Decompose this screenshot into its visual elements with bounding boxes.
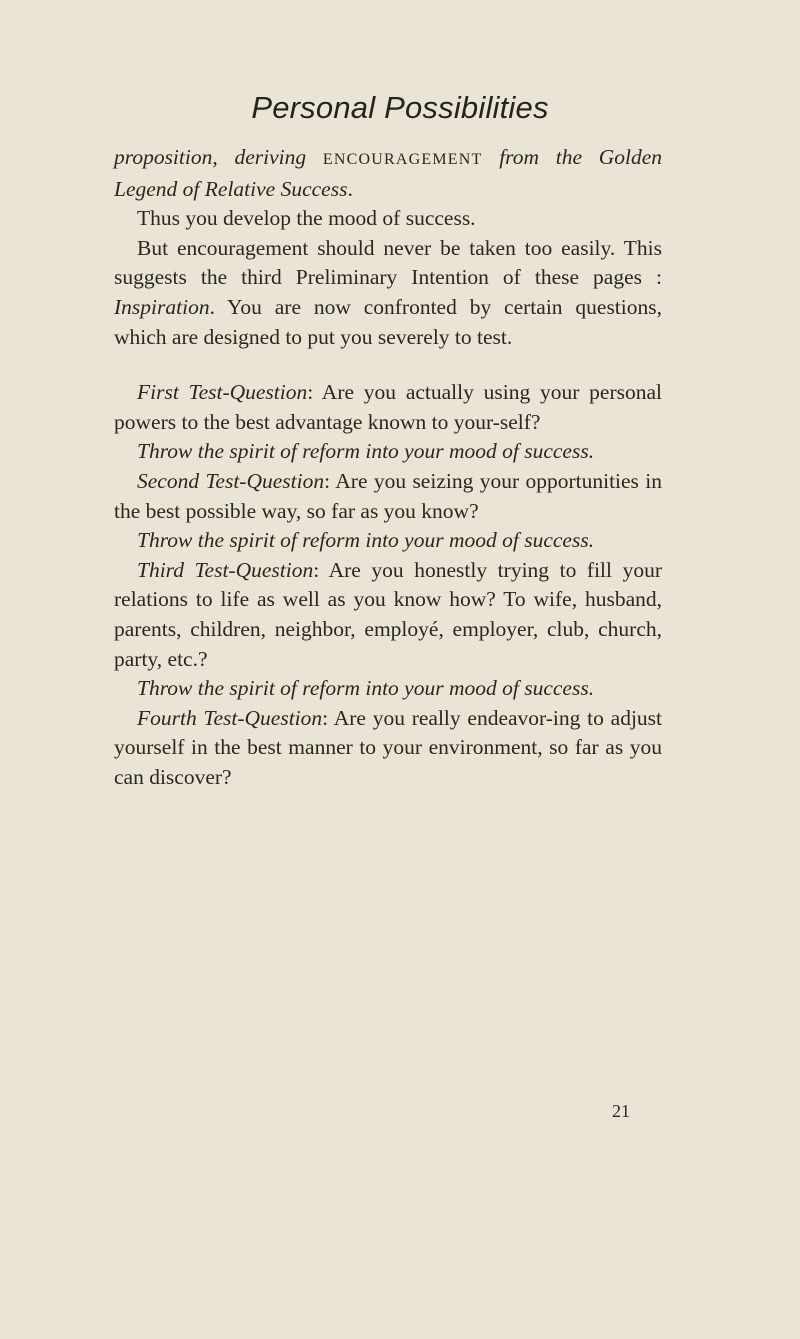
question-text: : Are you actually using your personal powers to the best advantage known to your-self?	[114, 380, 662, 434]
page-number: 21	[612, 1101, 630, 1121]
running-title: Personal Possibilities	[251, 90, 549, 125]
test-question-3	[114, 556, 662, 674]
italic-term: Inspiration	[114, 294, 210, 319]
reform-instruction-1: Throw the spirit of reform into your mood of success.	[137, 439, 595, 464]
question-label: Fourth Test-Question	[137, 705, 323, 730]
reform-instruction-3: Throw the spirit of reform into your mood of success.	[137, 676, 595, 701]
italic-term: proposition	[114, 145, 213, 169]
italic-term: deriving	[234, 145, 307, 169]
test-question-1	[114, 378, 662, 437]
test-question-4	[114, 704, 662, 793]
question-text: : Are you really endeavor-ing to adjust yourself in the best manner to your environment, so far as you can discover?	[114, 705, 663, 789]
question-label: Third Test-Question	[137, 557, 314, 582]
reform-instruction-2: Throw the spirit of reform into your mood of success.	[137, 528, 595, 553]
small-caps-term: ENCOURAGEMENT	[322, 151, 483, 168]
body-text	[114, 143, 662, 792]
paragraph-mood: Thus you develop the mood of success.	[137, 206, 476, 231]
section-gap	[114, 352, 662, 378]
test-question-2	[114, 467, 662, 526]
question-label: Second Test-Question	[137, 468, 325, 493]
question-label: First Test-Question	[137, 380, 308, 405]
question-text: : Are you honestly trying to fill your relations to life as well as you know how? To wife, husband, parents, children, neighbor, employé, employer, club, church, party, etc.?	[114, 557, 662, 671]
paragraph-inspiration: But encouragement should never be taken too easily. This suggests the third Preliminary Intention of these pages : Inspiration. You are now confronted by certain questions, which are designed to put you severely to test.	[114, 235, 662, 349]
paragraph-continuation: proposition, deriving ENCOURAGEMENT from the Golden Legend of Relative Success.	[114, 145, 663, 201]
question-text: : Are you seizing your opportunities in the best possible way, so far as you know?	[114, 468, 663, 523]
italic-title: from the Golden Legend of Relative Success	[114, 145, 663, 201]
